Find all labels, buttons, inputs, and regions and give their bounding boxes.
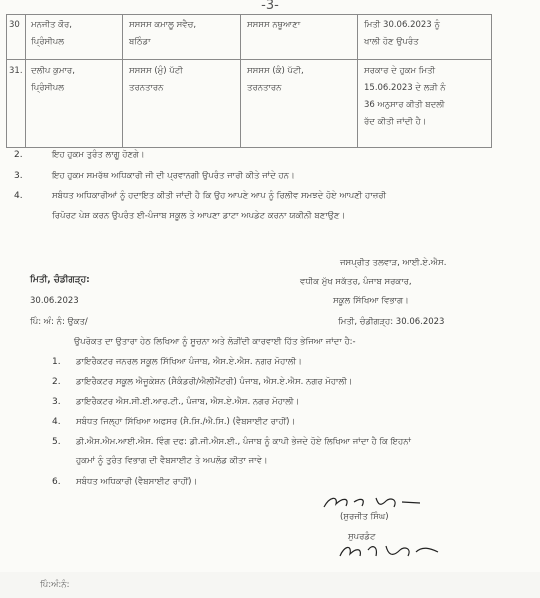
table-row-31-from [129, 63, 183, 97]
row-30-name-line-1: ਮਨਜੀਤ ਕੌਰ, [31, 20, 72, 30]
row-30-from-line-1: ਸਸਸਸ ਕਮਾਲੂ ਸਵੈਚ, [129, 20, 197, 30]
handwritten-signature-upper [316, 492, 426, 514]
row-31-from-line-1: ਸਸਸਸ (ਮੁੰ) ਪੱਟੀ [129, 66, 183, 76]
row-31-remark-line-1: ਸਰਕਾਰ ਦੇ ਹੁਕਮ ਮਿਤੀ [364, 66, 436, 76]
table-row-31-sn: 31. [9, 66, 23, 76]
copy-4-number: 4. [52, 417, 61, 427]
row-30-remark-line-1: ਮਿਤੀ 30.06.2023 ਨੂੰ [364, 20, 440, 30]
copy-intro: ਉਪਰੋਕਤ ਦਾ ਉਤਾਰਾ ਹੇਠ ਲਿਖਿਆ ਨੂੰ ਸੂਚਨਾ ਅਤੇ ਲੋੜੀਂਦੀ ਕਾਰਵਾਈ ਹਿੱਤ ਭੇਜਿਆ ਜਾਂਦਾ ਹੈ:- [74, 337, 356, 347]
point-4-text-line-1: ਸਬੰਧਤ ਅਧਿਕਾਰੀਆਂ ਨੂੰ ਹਦਾਇਤ ਕੀਤੀ ਜਾਂਦੀ ਹੈ ਕਿ ਉਹ ਆਪਣੇ ਆਪ ਨੂੰ ਰਿਲੀਵ ਸਮਝਦੇ ਹੋਏ ਆਪਣੀ ਹਾਜ਼ਰੀ [52, 191, 387, 201]
table-row-30-to [247, 17, 300, 34]
table-row-30-from [129, 17, 196, 51]
row-31-remark-line-3: 36 ਅਨੁਸਾਰ ਕੀਤੀ ਬਦਲੀ [364, 100, 445, 110]
point-3-number: 3. [14, 171, 23, 181]
row-30-name-line-2: ਪ੍ਰਿੰਸੀਪਲ [31, 37, 64, 47]
point-4-text-line-2: ਰਿਪੋਰਟ ਪੇਸ਼ ਕਰਨ ਉਪਰੰਤ ਈ-ਪੰਜਾਬ ਸਕੂਲ ਤੇ ਆਪਣਾ ਡਾਟਾ ਅਪਡੇਟ ਕਰਨਾ ਯਕੀਨੀ ਬਣਾਉਣ। [52, 211, 346, 221]
copy-6-number: 6. [52, 477, 61, 487]
row-31-remark-line-2: 15.06.2023 ਦੇ ਲੜੀ ਨੰ [364, 83, 446, 93]
endorsement-number: ਪਿੰ: ਅੰ: ਨੰ: ਉਕਤ/ [30, 317, 88, 327]
endorser-name: (ਸੁਰਜੀਤ ਸਿੰਘ) [340, 512, 389, 522]
table-row-30-remark [364, 17, 440, 51]
row-31-to-line-1: ਸਸਸਸ (ਕੰ) ਪੱਟੀ, [247, 66, 304, 76]
row-31-name-line-1: ਦਲੀਪ ਕੁਮਾਰ, [31, 66, 75, 76]
table-column-divider [122, 15, 123, 147]
point-4-number: 4. [14, 191, 23, 201]
row-30-remark-line-2: ਖਾਲੀ ਹੋਣ ਉਪਰੰਤ [364, 37, 419, 47]
copy-5-number: 5. [52, 437, 61, 447]
row-31-name-line-2: ਪ੍ਰਿੰਸੀਪਲ [31, 83, 64, 93]
endorsement-date: ਮਿਤੀ, ਚੰਡੀਗੜ੍ਹ: 30.06.2023 [338, 317, 445, 327]
copy-5-text-line-1: ਡੀ.ਐਸ.ਐਮ.ਆਈ.ਐਸ. ਵਿੰਗ ਦਫ: ਡੀ.ਜੀ.ਐਸ.ਈ., ਪੰਜਾਬ ਨੂੰ ਕਾਪੀ ਭੇਜਦੇ ਹੋਏ ਲਿਖਿਆ ਜਾਂਦਾ ਹੈ ਕਿ ਇਹਨਾਂ [76, 437, 411, 447]
row-31-to-line-2: ਤਰਨਤਾਰਨ [247, 83, 282, 93]
table-row-30-sn: 30 [9, 20, 20, 30]
place-label: ਮਿਤੀ, ਚੰਡੀਗੜ੍ਹ: [30, 275, 90, 285]
signatory-department: ਸਕੂਲ ਸਿੱਖਿਆ ਵਿਭਾਗ। [333, 296, 409, 306]
row-31-from-line-2: ਤਰਨਤਾਰਨ [129, 83, 164, 93]
signatory-name: ਜਸਪ੍ਰੀਤ ਤਲਵਾੜ, ਆਈ.ਏ.ਐਸ. [340, 258, 447, 268]
footer-fragment: ਪਿੰ:ਅੰ:ਨੰ: [40, 580, 70, 590]
copy-3-text: ਡਾਇਰੈਕਟਰ ਐਸ.ਸੀ.ਈ.ਆਰ.ਟੀ., ਪੰਜਾਬ, ਐਸ.ਏ.ਐਸ. ਨਗਰ ਮੋਹਾਲੀ। [76, 397, 300, 407]
transfer-table [6, 14, 492, 148]
point-2-text: ਇਹ ਹੁਕਮ ਤੁਰੰਤ ਲਾਗੂ ਹੋਣਗੇ। [52, 150, 145, 160]
table-column-divider [25, 15, 26, 147]
copy-5-text-line-2: ਹੁਕਮਾਂ ਨੂੰ ਤੁਰੰਤ ਵਿਭਾਗ ਦੀ ਵੈਬਸਾਈਟ ਤੇ ਅਪਲੋਡ ਕੀਤਾ ਜਾਵੇ। [76, 456, 268, 466]
point-3-text: ਇਹ ਹੁਕਮ ਸਮਰੱਥ ਅਧਿਕਾਰੀ ਜੀ ਦੀ ਪ੍ਰਵਾਨਗੀ ਉਪਰੰਤ ਜਾਰੀ ਕੀਤੇ ਜਾਂਦੇ ਹਨ। [52, 171, 295, 181]
copy-2-number: 2. [52, 377, 61, 387]
point-2-number: 2. [14, 150, 23, 160]
copy-6-text: ਸਬੰਧਤ ਅਧਿਕਾਰੀ (ਵੈਬਸਾਈਟ ਰਾਹੀਂ)। [76, 477, 198, 487]
copy-2-text: ਡਾਇਰੈਕਟਰ ਸਕੂਲ ਐਜੂਕੇਸ਼ਨ (ਸੈਕੰਡਰੀ/ਐਲੀਮੈਂਟਰੀ) ਪੰਜਾਬ, ਐਸ.ਏ.ਐਸ. ਨਗਰ ਮੋਹਾਲੀ। [76, 377, 353, 387]
signatory-designation: ਵਧੀਕ ਮੁੱਖ ਸਕੱਤਰ, ਪੰਜਾਬ ਸਰਕਾਰ, [300, 277, 412, 287]
table-row-31-remark [364, 63, 446, 131]
page-number: -3- [261, 0, 279, 13]
table-row-31-to [247, 63, 304, 97]
handwritten-signature-lower [334, 540, 444, 564]
page-bottom-strip [0, 572, 540, 598]
table-row-31-name [31, 63, 75, 97]
endorser-designation: ਸੁਪਰਡੰਟ [348, 532, 376, 542]
table-row-30-name [31, 17, 72, 51]
table-row-divider [7, 59, 491, 60]
copy-1-number: 1. [52, 357, 61, 367]
table-column-divider [240, 15, 241, 147]
table-column-divider [357, 15, 358, 147]
copy-1-text: ਡਾਇਰੈਕਟਰ ਜਨਰਲ ਸਕੂਲ ਸਿੱਖਿਆ ਪੰਜਾਬ, ਐਸ.ਏ.ਐਸ. ਨਗਰ ਮੋਹਾਲੀ। [76, 357, 302, 367]
row-31-remark-line-4: ਰੱਦ ਕੀਤੀ ਜਾਂਦੀ ਹੈ। [364, 117, 427, 127]
row-30-to-line-1: ਸਸਸਸ ਨਥੂਆਣਾ [247, 20, 301, 30]
copy-4-text: ਸਬੰਧਤ ਜਿਲ੍ਹਾ ਸਿੱਖਿਆ ਅਫਸਰ (ਸੈ.ਸਿ./ਐ.ਸਿ.) (ਵੈਬਸਾਈਟ ਰਾਹੀਂ)। [76, 417, 296, 427]
copy-3-number: 3. [52, 397, 61, 407]
row-30-from-line-2: ਬਠਿੰਡਾ [129, 37, 151, 47]
issue-date: 30.06.2023 [30, 296, 79, 306]
